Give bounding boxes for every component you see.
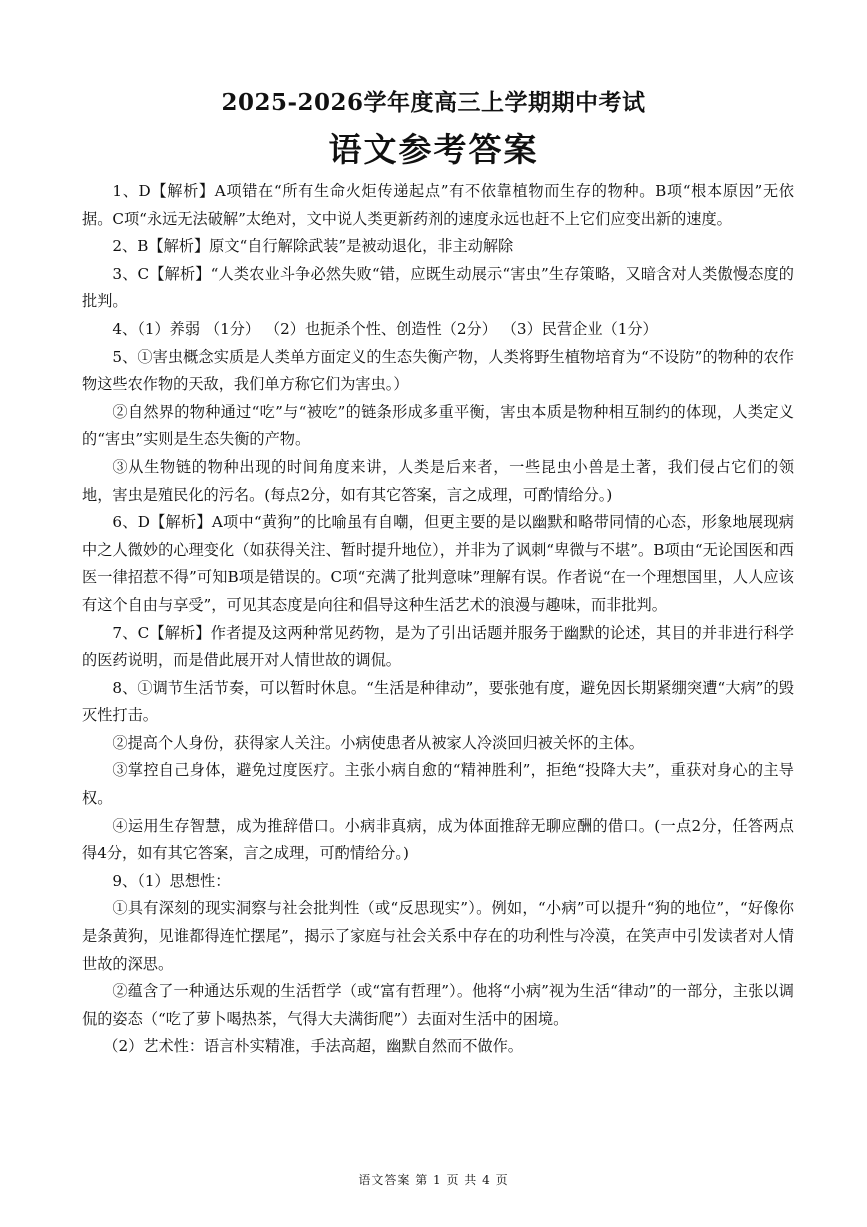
document-title: 语文参考答案 bbox=[328, 130, 539, 169]
answer-body bbox=[82, 178, 794, 1061]
exam-title: 2025-2026学年度高三上学期期中考试 bbox=[221, 89, 646, 116]
answer-3: 3、C【解析】“人类农业斗争必然失败“错，应既生动展示“害虫”生存策略，又暗含对人类傲慢态度的批判。 bbox=[82, 264, 794, 311]
page-footer: 语文答案 第 1 页 共 4 页 bbox=[358, 1173, 509, 1187]
answer-9-heading: 9、（1）思想性： bbox=[112, 871, 231, 890]
answer-8-point-3: ③掌控自己身体，避免过度医疗。主张小病自愈的“精神胜利”，拒绝“投降大夫”，重获对身心的主导权。 bbox=[82, 761, 794, 808]
answer-5-point-3: ③从生物链的物种出现的时间角度来讲，人类是后来者，一些昆虫小兽是土著，我们侵占它们的领地，害虫是殖民化的污名。(每点2分，如有其它答案，言之成理，可酌情给分。) bbox=[82, 457, 794, 504]
answer-8-point-4: ④运用生存智慧，成为推辞借口。小病非真病，成为体面推辞无聊应酬的借口。(一点2分，任答两点得4分，如有其它答案，言之成理，可酌情给分。) bbox=[82, 816, 794, 863]
answer-8-point-2: ②提高个人身份，获得家人关注。小病使患者从被家人冷淡回归被关怀的主体。 bbox=[112, 733, 644, 752]
answer-7: 7、C【解析】作者提及这两种常见药物，是为了引出话题并服务于幽默的论述，其目的并非进行科学的医药说明，而是借此展开对人情世故的调侃。 bbox=[82, 623, 794, 670]
answer-8-point-1: 8、①调节生活节奏，可以暂时休息。“生活是种律动”，要张弛有度，避免因长期紧绷突遭“大病”的毁灭性打击。 bbox=[82, 678, 794, 725]
answer-9-point-1: ①具有深刻的现实洞察与社会批判性（或“反思现实”）。例如，“小病”可以提升“狗的地位”，“好像你是条黄狗，见谁都得连忙摆尾”，揭示了家庭与社会关系中存在的功利性与冷漠，在笑声中引发读者对人情世故的深思。 bbox=[82, 899, 794, 973]
answer-2: 2、B【解析】原文“自行解除武装”是被动退化，非主动解除 bbox=[112, 237, 514, 256]
answer-5-point-2: ②自然界的物种通过“吃”与“被吃”的链条形成多重平衡，害虫本质是物种相互制约的体现，人类定义的“害虫”实则是生态失衡的产物。 bbox=[82, 402, 794, 449]
answer-1: 1、D【解析】A项错在“所有生命火炬传递起点”有不依靠植物而生存的物种。B项“根本原因”无依据。C项“永远无法破解”太绝对，文中说人类更新药剂的速度永远也赶不上它们应变出新的速度。 bbox=[82, 182, 794, 228]
answer-9-point-2: ②蕴含了一种通达乐观的生活哲学（或“富有哲理”）。他将“小病”视为生活“律动”的一部分，主张以调侃的姿态（“吃了萝卜喝热茶，气得大夫满街爬”）去面对生活中的困境。 bbox=[82, 982, 794, 1028]
answer-9-part-2: （2）艺术性：语言朴实精准，手法高超，幽默自然而不做作。 bbox=[103, 1037, 523, 1056]
answer-6: 6、D【解析】A项中“黄狗”的比喻虽有自嘲，但更主要的是以幽默和略带同情的心态，形象地展现病中之人微妙的心理变化（如获得关注、暂时提升地位），并非为了讽刺“卑微与不堪”。B项由“无论国医和西医一律招惹不得”可知B项是错误的。C项“充满了批判意味”理解有误。作者说“在一个理想国里，人人应该有这个自由与享受”，可见其态度是向往和倡导这种生活艺术的浪漫与趣味，而非批判。 bbox=[82, 513, 794, 614]
answer-4: 4、（1）养弱 （1分） （2）也扼杀个性、创造性（2分） （3）民营企业（1分） bbox=[112, 319, 658, 338]
answer-5-point-1: 5、①害虫概念实质是人类单方面定义的生态失衡产物，人类将野生植物培育为“不设防”的物种的农作物这些农作物的天敌，我们单方称它们为害虫。） bbox=[82, 347, 794, 394]
